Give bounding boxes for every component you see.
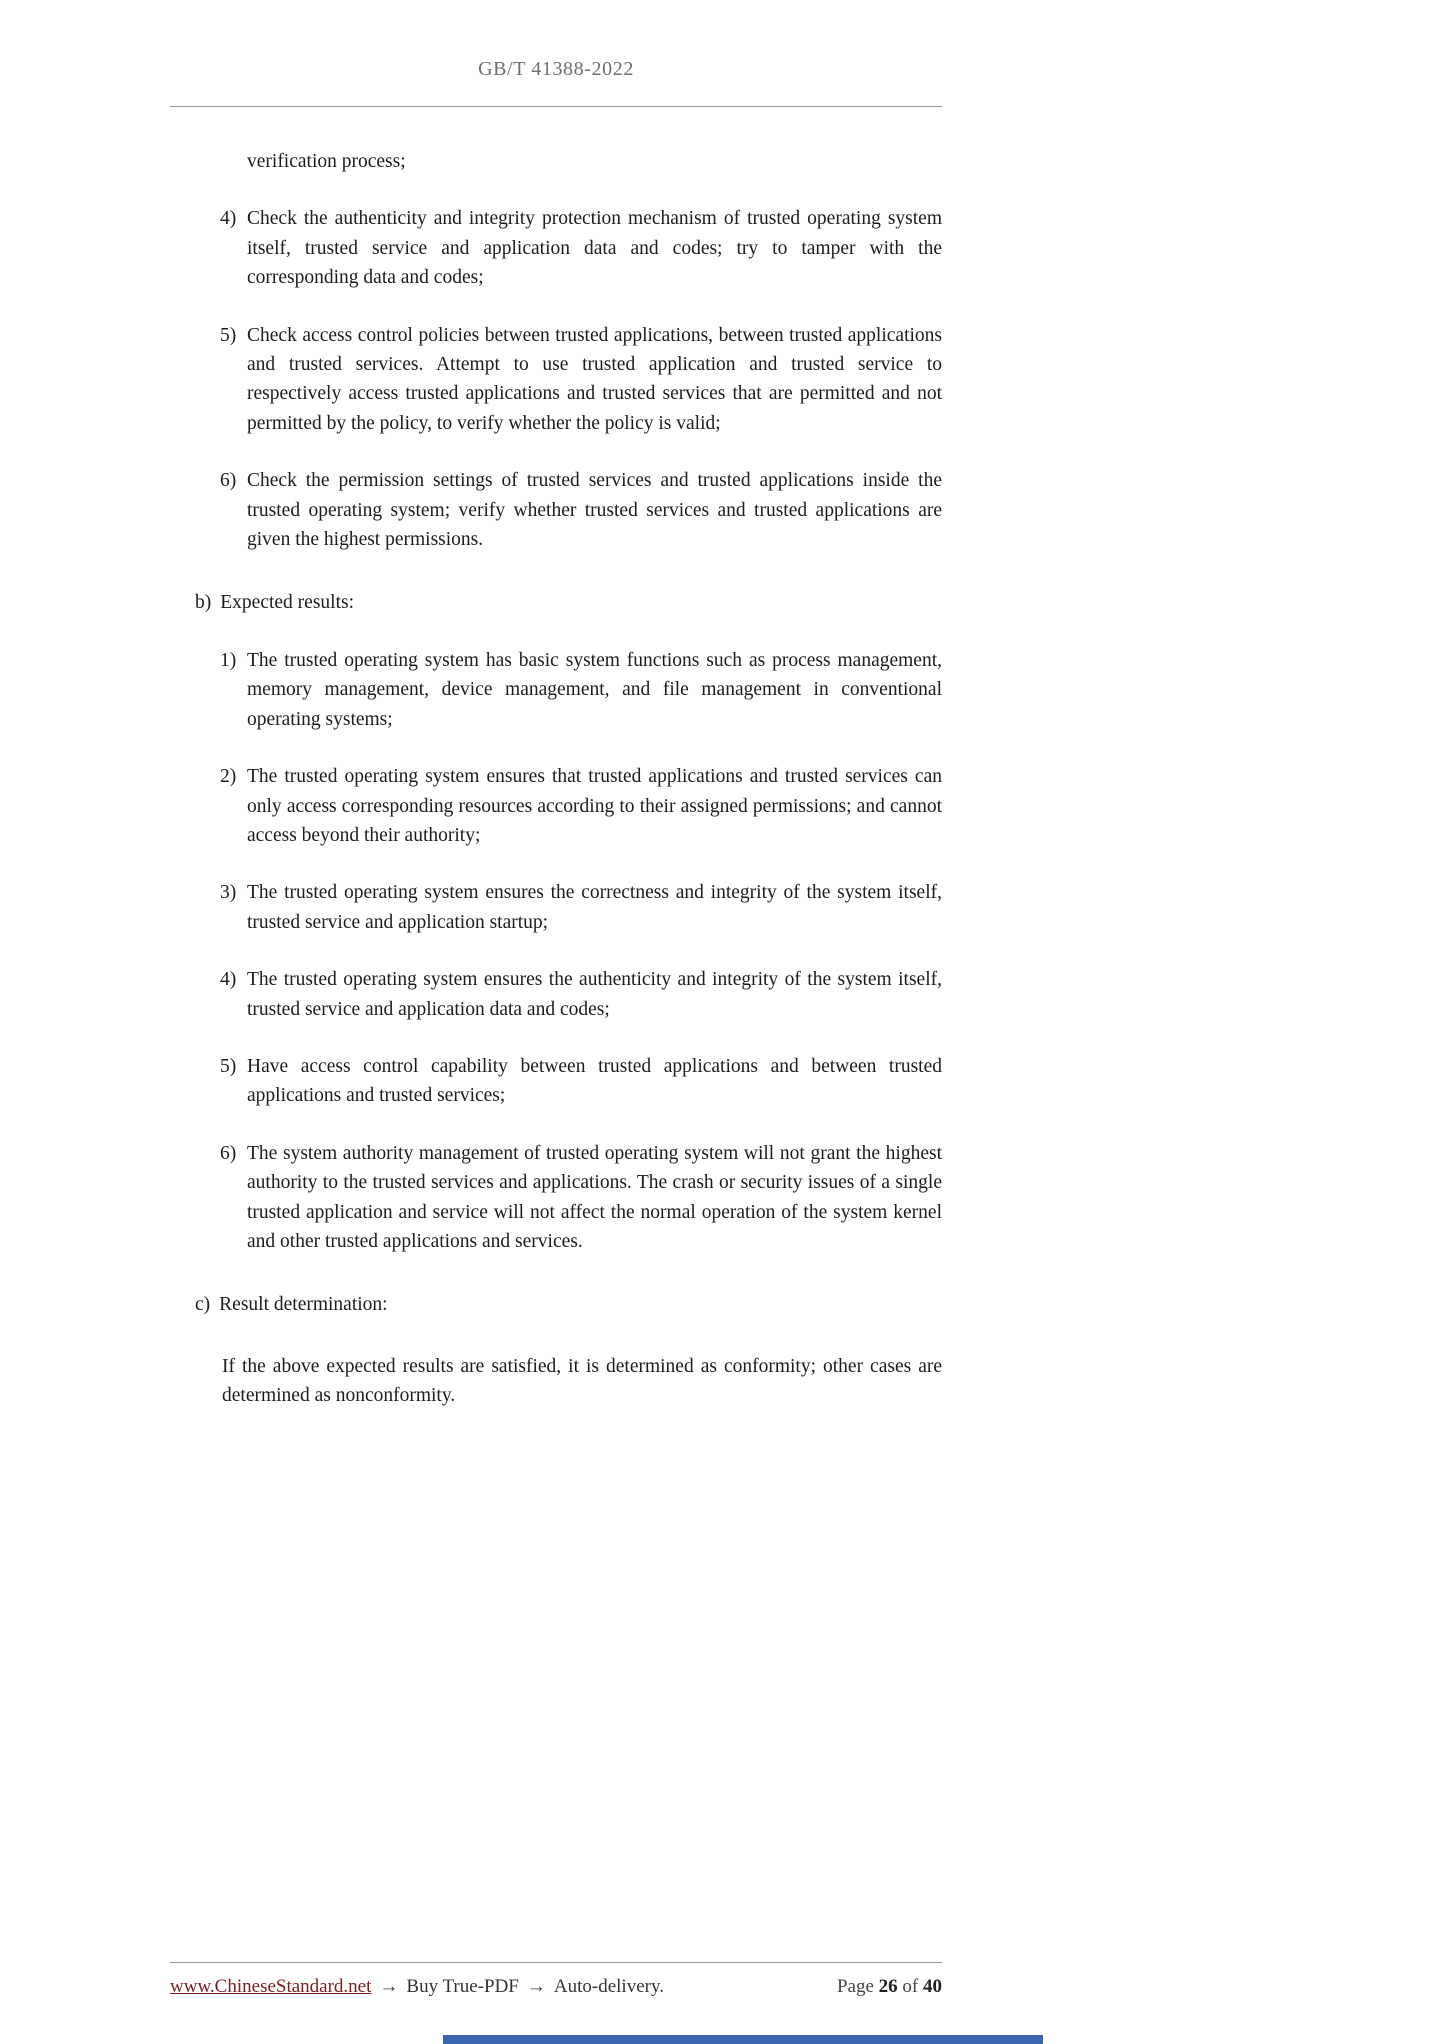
list-item-b2 (220, 762, 942, 850)
site-link[interactable]: www.ChineseStandard.net (170, 1976, 372, 1997)
auto-delivery-label: Auto-delivery. (553, 1976, 664, 1997)
list-item-number: 2) (220, 766, 237, 788)
section-c-heading (195, 1290, 942, 1319)
header-divider (170, 106, 942, 107)
page-title: GB/T 41388-2022 (478, 58, 634, 80)
list-item-text: The trusted operating system ensures that trusted applications and trusted services can only access corresponding resources according to their assigned permissions; and cannot access beyond their authority; (247, 766, 942, 846)
page-total: 40 (923, 1976, 942, 1997)
paragraph-continuation: verification process; (247, 151, 406, 172)
list-item-a4 (220, 204, 942, 292)
list-item-text: Check access control policies between trusted applications, between trusted applications and trusted services. Attempt to use trusted application and trusted service to respectively access trusted applications and trusted services that are permitted and not permitted by the policy, to verify whether the policy is valid; (247, 324, 942, 434)
list-item-number: 4) (220, 969, 237, 991)
list-item-b5 (220, 1052, 942, 1111)
of-label: of (902, 1976, 919, 1997)
page-number (837, 1976, 942, 1998)
list-item-b1 (220, 646, 942, 734)
list-item-number: 5) (220, 1055, 237, 1077)
list-item-b6 (220, 1139, 942, 1257)
list-item-b4 (220, 965, 942, 1024)
closing-paragraph: If the above expected results are satisfied, it is determined as conformity; other cases are determined as nonconformity. (222, 1355, 942, 1407)
section-title: Expected results: (220, 592, 354, 614)
section-label: c) (195, 1294, 211, 1316)
list-item-text: The trusted operating system ensures the authenticity and integrity of the system itself, trusted service and application data and codes; (247, 969, 942, 1020)
list-item-text: The system authority management of trusted operating system will not grant the highest authority to the trusted services and applications. The crash or security issues of a single trusted application and service will not affect the normal operation of the system kernel and other trusted applications and services. (247, 1142, 942, 1252)
list-item-text: Check the permission settings of trusted services and trusted applications inside the trusted operating system; verify whether trusted services and trusted applications are given the highest permissions. (247, 470, 942, 551)
list-item-text: The trusted operating system ensures the correctness and integrity of the system itself, trusted service and application startup; (247, 882, 942, 933)
right-arrow-icon: → (526, 1976, 546, 1997)
page-label: Page (836, 1976, 874, 1997)
footer-left (170, 1976, 664, 1998)
list-item-text: Have access control capability between trusted applications and between trusted applications and trusted services; (247, 1055, 942, 1107)
content-column (170, 0, 942, 1411)
section-b-heading (195, 588, 942, 617)
list-item-number: 1) (220, 649, 237, 671)
page-current: 26 (878, 1976, 898, 1997)
list-item-b3 (220, 878, 942, 937)
list-item-a5 (220, 321, 942, 439)
list-item-number: 5) (220, 324, 237, 346)
list-item-number: 3) (220, 882, 237, 904)
buy-true-pdf-label: Buy True-PDF (406, 1976, 519, 1997)
list-item-number: 6) (220, 1142, 237, 1164)
section-label: b) (195, 592, 212, 614)
list-item-text: Check the authenticity and integrity protection mechanism of trusted operating system itself, trusted service and application data and codes; try to tamper with the corresponding data and codes; (247, 208, 942, 289)
bottom-blue-strip (443, 2035, 1043, 2044)
section-title: Result determination: (219, 1294, 388, 1316)
list-item-number: 4) (220, 208, 237, 230)
list-item-a6 (220, 466, 942, 554)
list-item-text: The trusted operating system has basic system functions such as process management, memory management, device management, and file management in conventional operating systems; (247, 649, 942, 730)
right-arrow-icon: → (379, 1976, 399, 1997)
page-footer (170, 1962, 942, 1998)
list-item-number: 6) (220, 470, 237, 492)
